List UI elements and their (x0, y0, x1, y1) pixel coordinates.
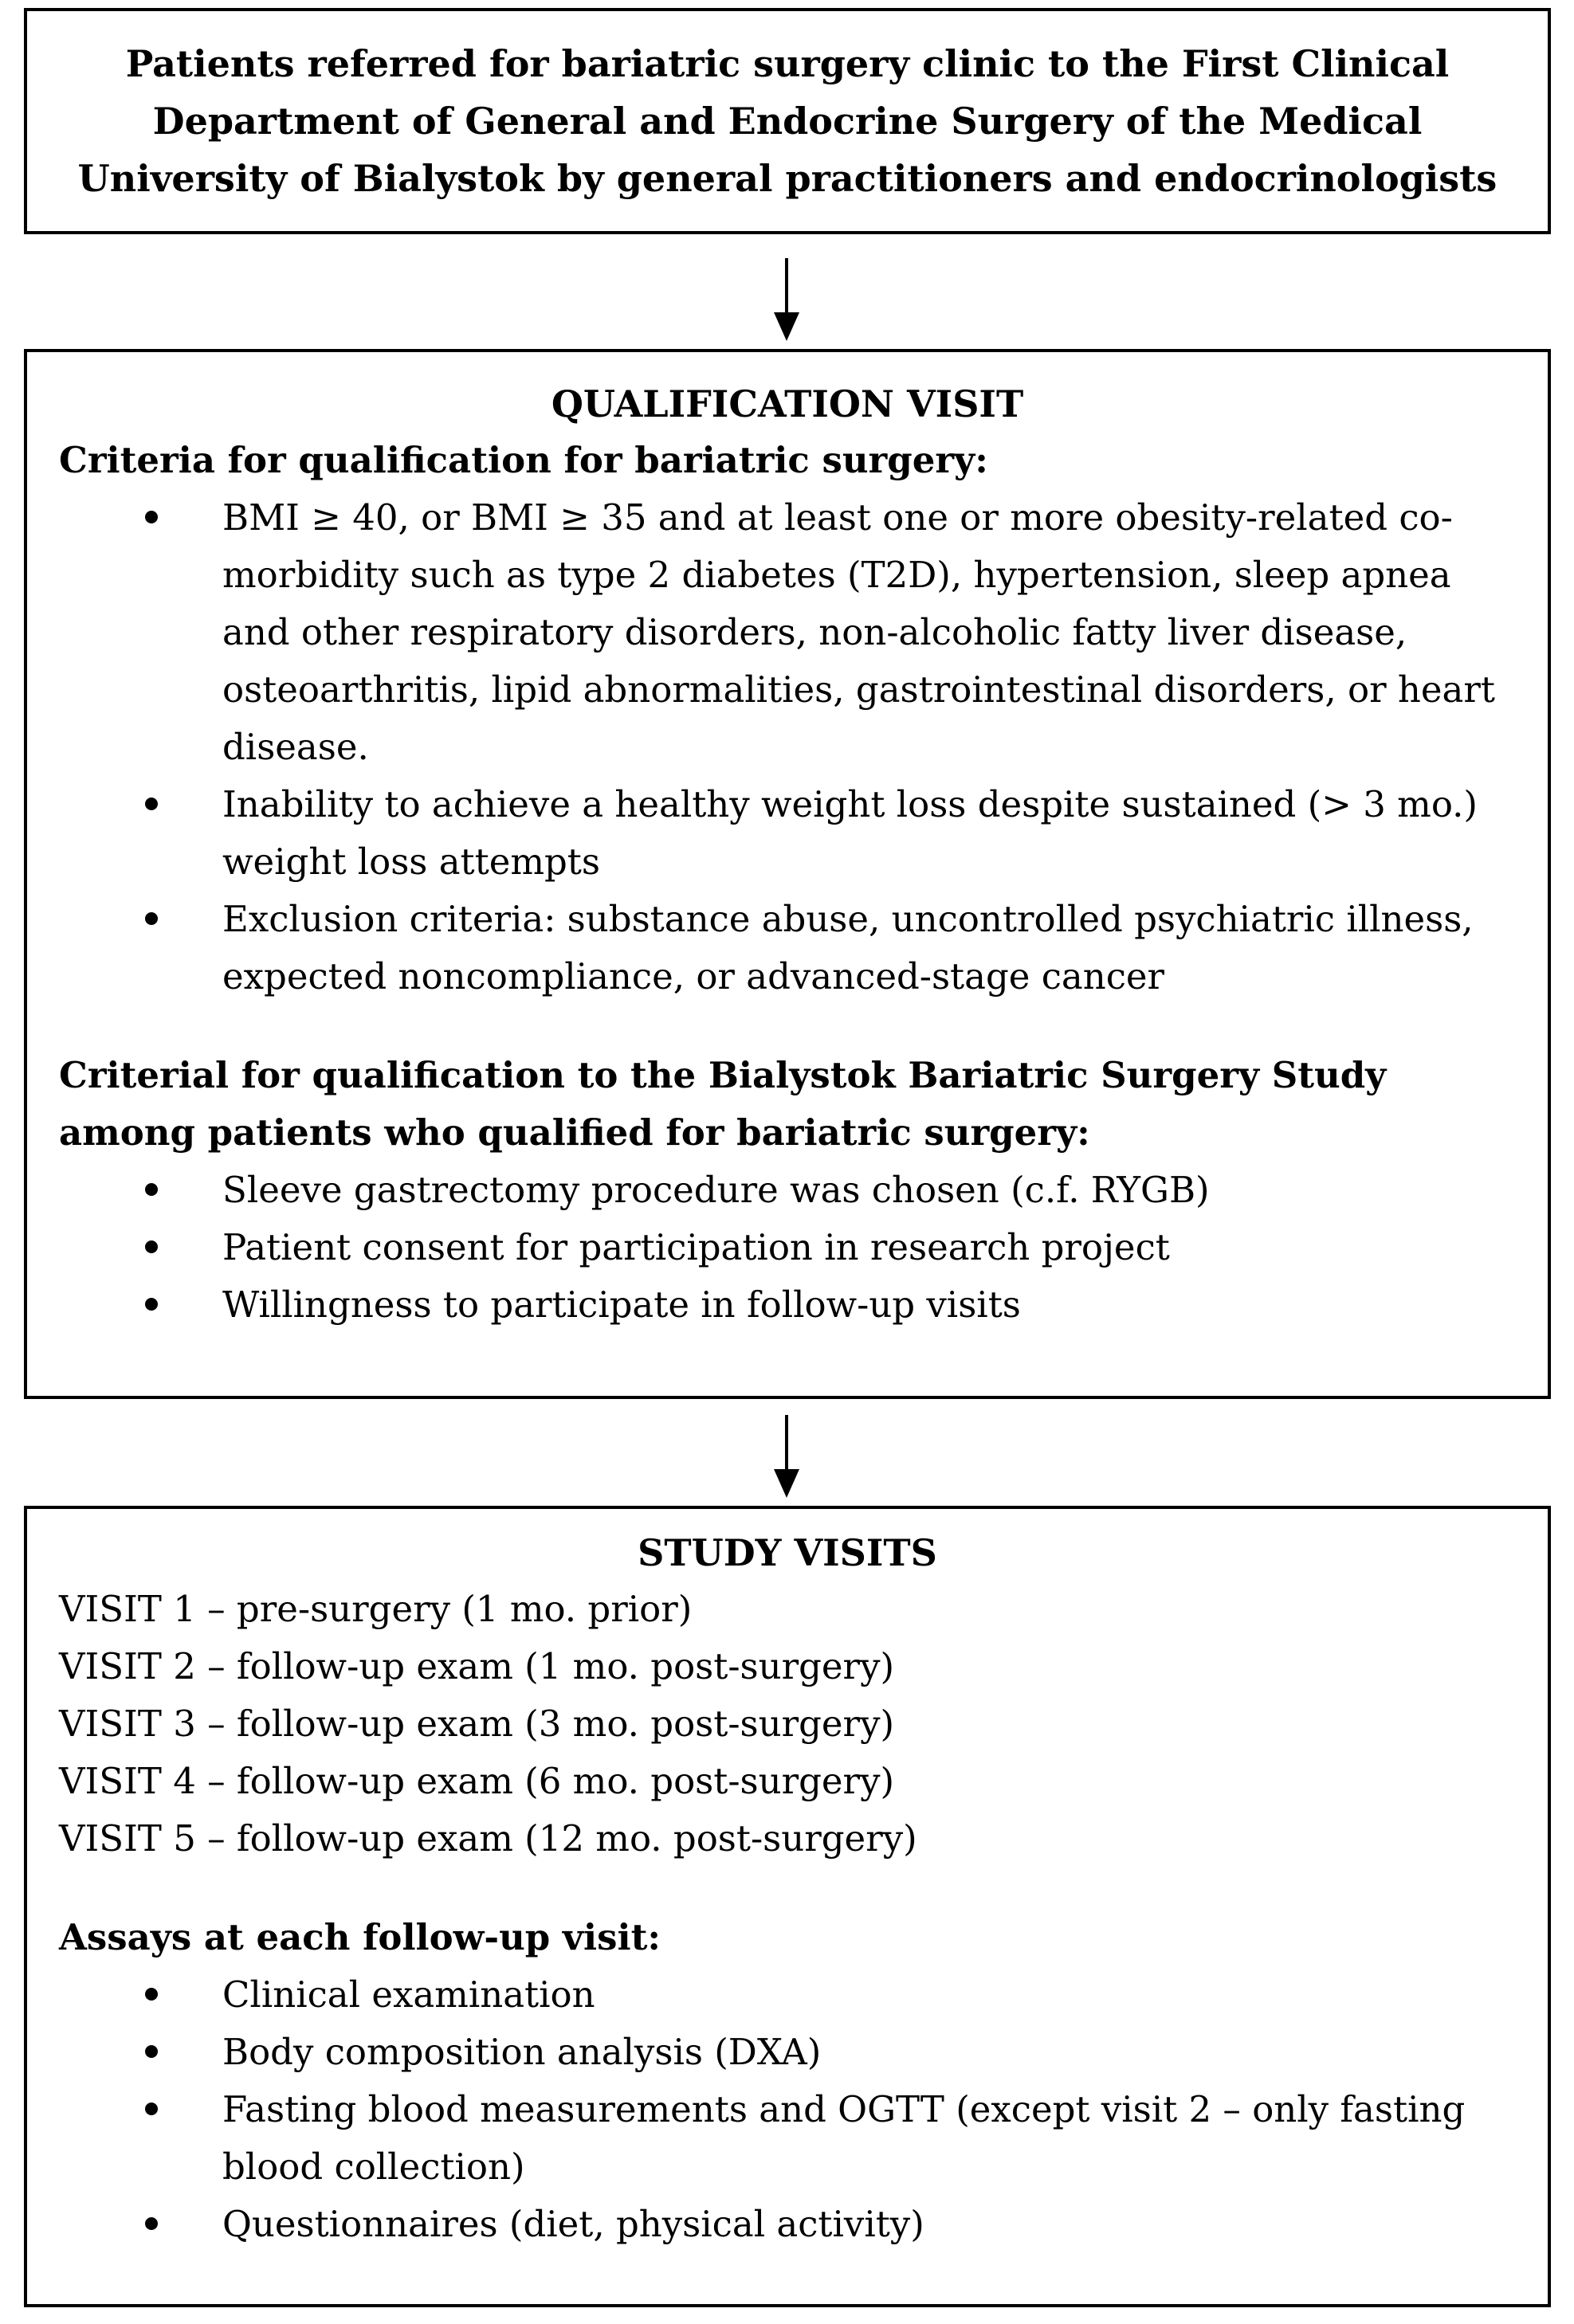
study-criteria-heading: Criterial for qualification to the Bialystok Bariatric Surgery Study among patients who qualified for bariatric surgery: (59, 1054, 1387, 1154)
visit-item: VISIT 4 – follow-up exam (6 mo. post-surgery) (59, 1760, 895, 1802)
criteria-item-text: BMI ≥ 40, or BMI ≥ 35 and at least one or more obesity-related co-morbidity such as type 2 diabetes (T2D), hypertension, sleep apnea and other respiratory disorders, non-alcoholic fatty liver disease, osteoarthritis, lipid abnormalities, gastrointestinal disorders, or heart disease. (222, 496, 1495, 768)
study-criteria-list (59, 1162, 1516, 1334)
bullet-icon (145, 1298, 158, 1311)
study-criteria-item-text: Sleeve gastrectomy procedure was chosen (c.f. RYGB) (222, 1169, 1210, 1211)
arrow-shaft (785, 258, 788, 314)
criteria-item (59, 891, 1516, 1005)
study-criteria-item-text: Willingness to participate in follow-up visits (222, 1283, 1021, 1326)
criteria-item-text: Inability to achieve a healthy weight loss despite sustained (> 3 mo.) weight loss attempts (222, 783, 1478, 883)
criteria-list (59, 489, 1516, 1005)
assays-list (59, 1966, 1516, 2253)
bullet-icon (145, 1988, 158, 2001)
study-visits-title: STUDY VISITS (638, 1531, 937, 1574)
bullet-icon (145, 1240, 158, 1253)
study-criteria-item (59, 1162, 1516, 1219)
assay-item-text: Body composition analysis (DXA) (222, 2031, 822, 2073)
visit-item: VISIT 2 – follow-up exam (1 mo. post-surgery) (59, 1645, 895, 1687)
criteria-item (59, 489, 1516, 776)
assays-heading: Assays at each follow-up visit: (59, 1916, 661, 1958)
study-criteria-item-text: Patient consent for participation in research project (222, 1226, 1170, 1268)
assay-item-text: Questionnaires (diet, physical activity) (222, 2203, 924, 2245)
bullet-icon (145, 1183, 158, 1196)
arrow-shaft (785, 1415, 788, 1471)
bullet-icon (145, 2045, 158, 2058)
visit-item: VISIT 3 – follow-up exam (3 mo. post-surgery) (59, 1703, 895, 1745)
assay-item (59, 2081, 1516, 2196)
visit-item: VISIT 5 – follow-up exam (12 mo. post-surgery) (59, 1817, 917, 1860)
qualification-title: QUALIFICATION VISIT (551, 382, 1024, 425)
study-visits-box (24, 1506, 1551, 2307)
criteria-item (59, 776, 1516, 891)
bullet-icon (145, 511, 158, 523)
bullet-icon (145, 2217, 158, 2230)
visit-item: VISIT 1 – pre-surgery (1 mo. prior) (59, 1588, 693, 1630)
referral-box (24, 8, 1551, 234)
criteria-heading: Criteria for qualification for bariatric surgery: (59, 439, 988, 481)
arrow-head (774, 312, 799, 341)
bullet-icon (145, 912, 158, 925)
study-criteria-item (59, 1276, 1516, 1334)
study-criteria-item (59, 1219, 1516, 1276)
bullet-icon (145, 2103, 158, 2115)
qualification-box (24, 349, 1551, 1399)
assay-item (59, 1966, 1516, 2024)
assay-item (59, 2196, 1516, 2253)
bullet-icon (145, 798, 158, 810)
assay-item-text: Clinical examination (222, 1973, 595, 2016)
assay-item (59, 2024, 1516, 2081)
criteria-item-text: Exclusion criteria: substance abuse, uncontrolled psychiatric illness, expected noncompliance, or advanced-stage cancer (222, 898, 1474, 997)
referral-text: Patients referred for bariatric surgery clinic to the First Clinical Department of General and Endocrine Surgery of the Medical University of Bialystok by general practitioners and endocrinologists (77, 42, 1497, 200)
arrow-head (774, 1469, 799, 1498)
assay-item-text: Fasting blood measurements and OGTT (except visit 2 – only fasting blood collection) (222, 2088, 1466, 2188)
